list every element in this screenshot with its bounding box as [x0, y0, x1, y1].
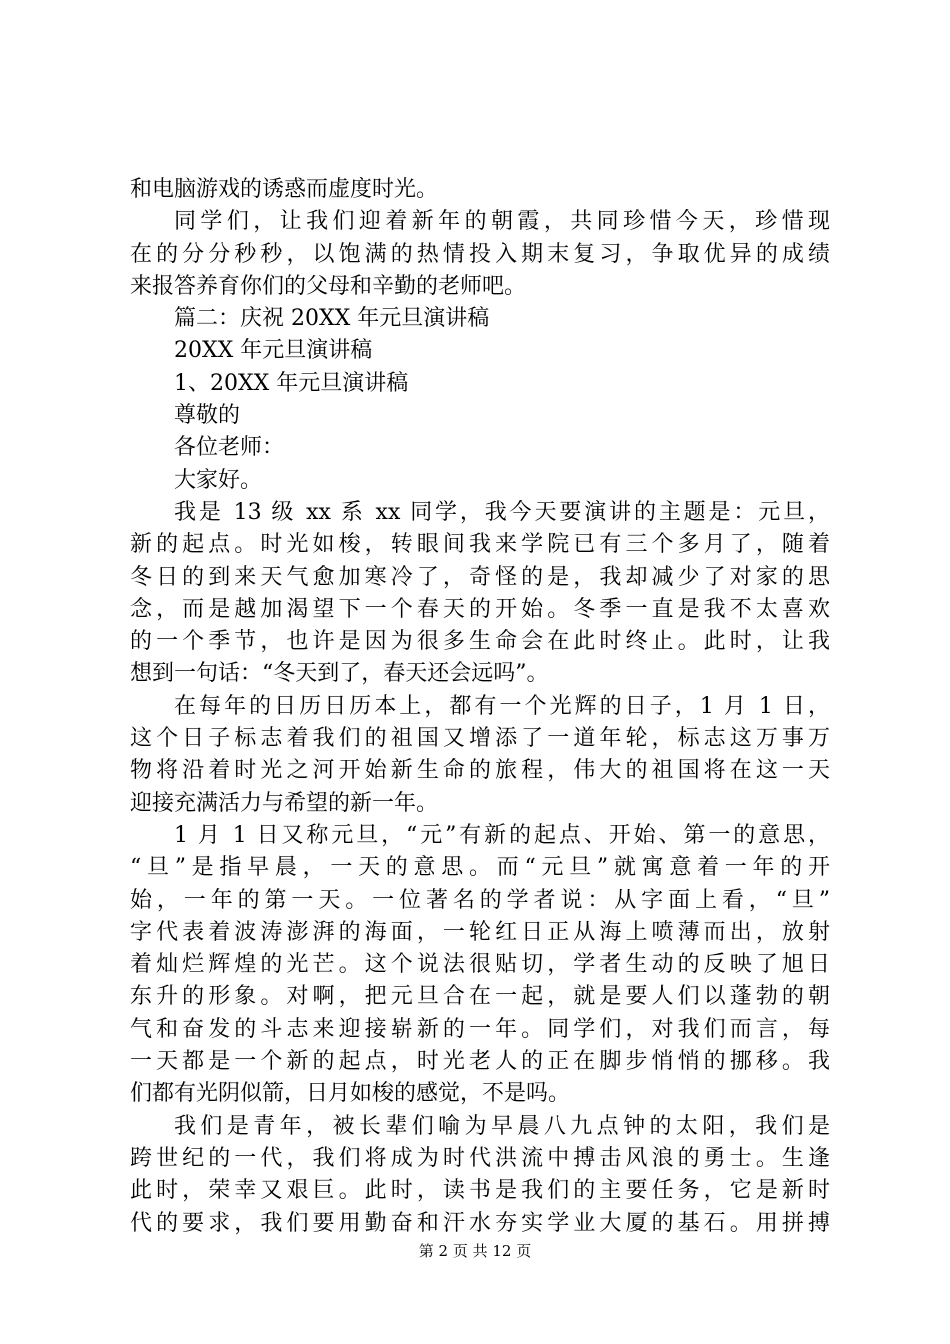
text-line: 在的分分秒秒，以饱满的热情投入期末复习，争取优异的成绩	[130, 241, 830, 267]
text-line: 我们是青年，被长辈们喻为早晨八九点钟的太阳，我们是	[174, 1113, 830, 1139]
text-line: 气和奋发的斗志来迎接崭新的一年。同学们，对我们而言，每	[130, 1016, 830, 1042]
text-line: 尊敬的	[174, 403, 241, 429]
text-line: 20XX 年元旦演讲稿	[174, 338, 373, 364]
text-line: 想到一句话：“冬天到了，春天还会远吗”。	[130, 661, 549, 687]
text-line: 新的起点。时光如梭，转眼间我来学院已有三个多月了，随着	[130, 532, 830, 558]
text-line: 和电脑游戏的诱惑而虚度时光。	[130, 177, 439, 202]
page-footer: 第 2 页 共 12 页	[418, 1242, 532, 1260]
text-line: 一天都是一个新的起点，时光老人的正在脚步悄悄的挪移。我	[130, 1049, 830, 1075]
text-line: 们都有光阴似箭，日月如梭的感觉，不是吗。	[130, 1081, 571, 1107]
text-line: 代的要求，我们要用勤奋和汗水夯实学业大厦的基石。用拼搏	[130, 1210, 830, 1236]
text-line: 跨世纪的一代，我们将成为时代洪流中搏击风浪的勇士。生逢	[130, 1145, 830, 1171]
text-line: 大家好。	[174, 467, 263, 493]
text-line: 在每年的日历日历本上，都有一个光辉的日子，1 月 1 日，	[174, 693, 830, 719]
text-line: 1、20XX 年元旦演讲稿	[174, 370, 409, 396]
text-line: 冬日的到来天气愈加寒冷了，奇怪的是，我却减少了对家的思	[130, 564, 830, 590]
text-line: 迎接充满活力与希望的新一年。	[130, 790, 439, 816]
text-line: 字代表着波涛澎湃的海面，一轮红日正从海上喷薄而出，放射	[130, 919, 830, 945]
text-line: 这个日子标志着我们的祖国又增添了一道年轮，标志这万事万	[130, 726, 830, 752]
text-line: 着灿烂辉煌的光芒。这个说法很贴切，学者生动的反映了旭日	[130, 952, 830, 978]
text-line: 同学们，让我们迎着新年的朝霞，共同珍惜今天，珍惜现	[174, 209, 830, 235]
text-line: 各位老师：	[174, 435, 285, 461]
text-line: 来报答养育你们的父母和辛勤的老师吧。	[130, 273, 527, 299]
text-line: 始，一年的第一天。一位著名的学者说：从字面上看，“旦”	[130, 887, 830, 913]
text-line: 的一个季节，也许是因为很多生命会在此时终止。此时，让我	[130, 629, 830, 655]
text-line: “旦”是指早晨，一天的意思。而“元旦”就寓意着一年的开	[130, 855, 830, 881]
text-line: 东升的形象。对啊，把元旦合在一起，就是要人们以蓬勃的朝	[130, 984, 830, 1010]
text-line: 我是 13 级 xx 系 xx 同学，我今天要演讲的主题是：元旦，	[174, 499, 830, 525]
text-line: 此时，荣幸又艰巨。此时，读书是我们的主要任务，它是新时	[130, 1178, 830, 1204]
text-line: 念，而是越加渴望下一个春天的开始。冬季一直是我不太喜欢	[130, 596, 830, 622]
document-body	[130, 174, 830, 1240]
text-line: 篇二：庆祝 20XX 年元旦演讲稿	[174, 306, 490, 332]
text-line: 1 月 1 日又称元旦，“元”有新的起点、开始、第一的意思，	[174, 822, 830, 848]
text-line: 物将沿着时光之河开始新生命的旅程，伟大的祖国将在这一天	[130, 758, 830, 784]
